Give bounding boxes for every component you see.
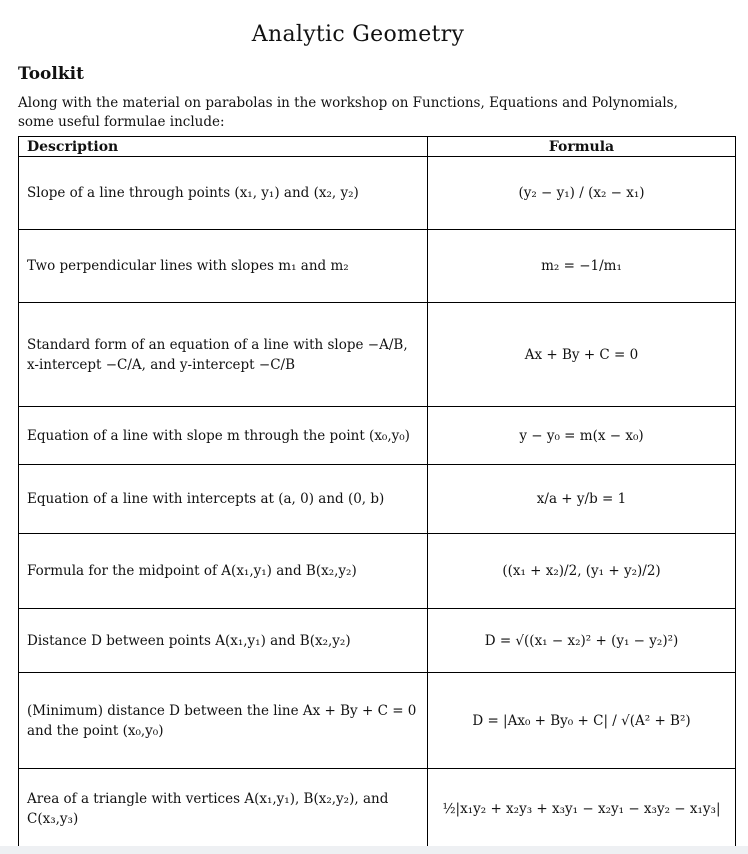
table-row — [19, 673, 736, 769]
table-header-row — [19, 137, 736, 157]
row-formula: D = √((x₁ − x₂)² + (y₁ − y₂)²) — [428, 609, 736, 673]
row-formula: (y₂ − y₁) / (x₂ − x₁) — [428, 157, 736, 230]
row-description: Formula for the midpoint of A(x₁,y₁) and B(x₂,y₂) — [19, 534, 428, 609]
row-formula: m₂ = −1/m₁ — [428, 230, 736, 303]
row-description: Standard form of an equation of a line with slope −A/B, x-intercept −C/A, and y-intercept −C/B — [19, 303, 428, 407]
table-row — [19, 465, 736, 534]
table-row — [19, 303, 736, 407]
row-formula: y − y₀ = m(x − x₀) — [428, 407, 736, 465]
row-description: Slope of a line through points (x₁, y₁) and (x₂, y₂) — [19, 157, 428, 230]
table-row — [19, 609, 736, 673]
table-row — [19, 407, 736, 465]
formula-table — [18, 136, 736, 849]
row-formula: Ax + By + C = 0 — [428, 303, 736, 407]
row-description: Distance D between points A(x₁,y₁) and B(x₂,y₂) — [19, 609, 428, 673]
row-description: Two perpendicular lines with slopes m₁ and m₂ — [19, 230, 428, 303]
table-row — [19, 230, 736, 303]
column-header-formula: Formula — [428, 137, 736, 157]
row-description: Equation of a line with slope m through the point (x₀,y₀) — [19, 407, 428, 465]
row-formula: ((x₁ + x₂)/2, (y₁ + y₂)/2) — [428, 534, 736, 609]
row-formula: ½|x₁y₂ + x₂y₃ + x₃y₁ − x₂y₁ − x₃y₂ − x₁y₃| — [428, 769, 736, 849]
page-bottom-bar — [0, 846, 748, 854]
page-title: Analytic Geometry — [251, 22, 465, 47]
column-header-description: Description — [19, 137, 428, 157]
row-description: (Minimum) distance D between the line Ax + By + C = 0 and the point (x₀,y₀) — [19, 673, 428, 769]
table-row — [19, 534, 736, 609]
intro-paragraph: Along with the material on parabolas in the workshop on Functions, Equations and Polynomials, some useful formulae include: — [18, 95, 678, 130]
row-description: Area of a triangle with vertices A(x₁,y₁), B(x₂,y₂), and C(x₃,y₃) — [19, 769, 428, 849]
row-formula: x/a + y/b = 1 — [428, 465, 736, 534]
row-formula: D = |Ax₀ + By₀ + C| / √(A² + B²) — [428, 673, 736, 769]
table-row — [19, 157, 736, 230]
section-heading: Toolkit — [18, 64, 84, 84]
row-description: Equation of a line with intercepts at (a, 0) and (0, b) — [19, 465, 428, 534]
table-row — [19, 769, 736, 849]
